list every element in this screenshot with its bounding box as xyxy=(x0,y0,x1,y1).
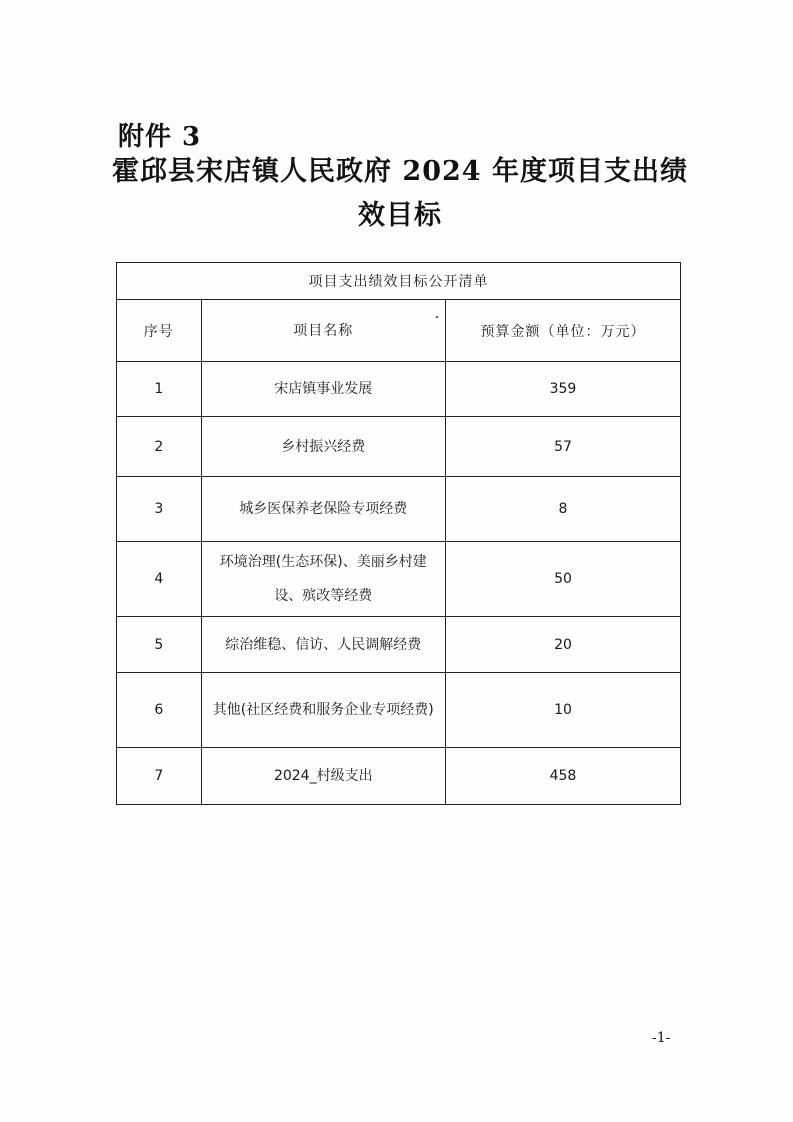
row-no: 1 xyxy=(117,362,202,417)
column-header-no: 序号 xyxy=(117,300,202,362)
row-no: 2 xyxy=(117,417,202,477)
table-row xyxy=(117,673,681,748)
table-row xyxy=(117,542,681,617)
column-header-name: 项目名称 xyxy=(201,300,445,362)
page-number: -1- xyxy=(652,1030,671,1046)
row-amount: 359 xyxy=(445,362,680,417)
row-name: 2024_村级支出 xyxy=(201,748,445,805)
table-row xyxy=(117,748,681,805)
annex-label: 附件 3 xyxy=(118,122,202,152)
table-header-row xyxy=(117,300,681,362)
document-title: 霍邱县宋店镇人民政府 2024 年度项目支出绩效目标 xyxy=(112,156,688,231)
row-no: 7 xyxy=(117,748,202,805)
row-name: 环境治理(生态环保)、美丽乡村建设、殡改等经费 xyxy=(201,542,445,617)
row-amount: 458 xyxy=(445,748,680,805)
row-name: 其他(社区经费和服务企业专项经费) xyxy=(201,673,445,748)
row-amount: 57 xyxy=(445,417,680,477)
row-name: 城乡医保养老保险专项经费 xyxy=(201,477,445,542)
performance-goals-table xyxy=(116,262,681,805)
row-name: 乡村振兴经费 xyxy=(201,417,445,477)
row-name: 综治维稳、信访、人民调解经费 xyxy=(201,617,445,673)
row-no: 6 xyxy=(117,673,202,748)
table-row xyxy=(117,617,681,673)
row-amount: 50 xyxy=(445,542,680,617)
row-name: 宋店镇事业发展 xyxy=(201,362,445,417)
table-caption: 项目支出绩效目标公开清单 xyxy=(117,263,681,300)
row-amount: 10 xyxy=(445,673,680,748)
row-no: 5 xyxy=(117,617,202,673)
row-amount: 8 xyxy=(445,477,680,542)
row-no: 3 xyxy=(117,477,202,542)
row-no: 4 xyxy=(117,542,202,617)
table-row xyxy=(117,417,681,477)
column-header-amount: 预算金额（单位：万元） xyxy=(445,300,680,362)
table-row xyxy=(117,362,681,417)
table-row xyxy=(117,477,681,542)
row-amount: 20 xyxy=(445,617,680,673)
